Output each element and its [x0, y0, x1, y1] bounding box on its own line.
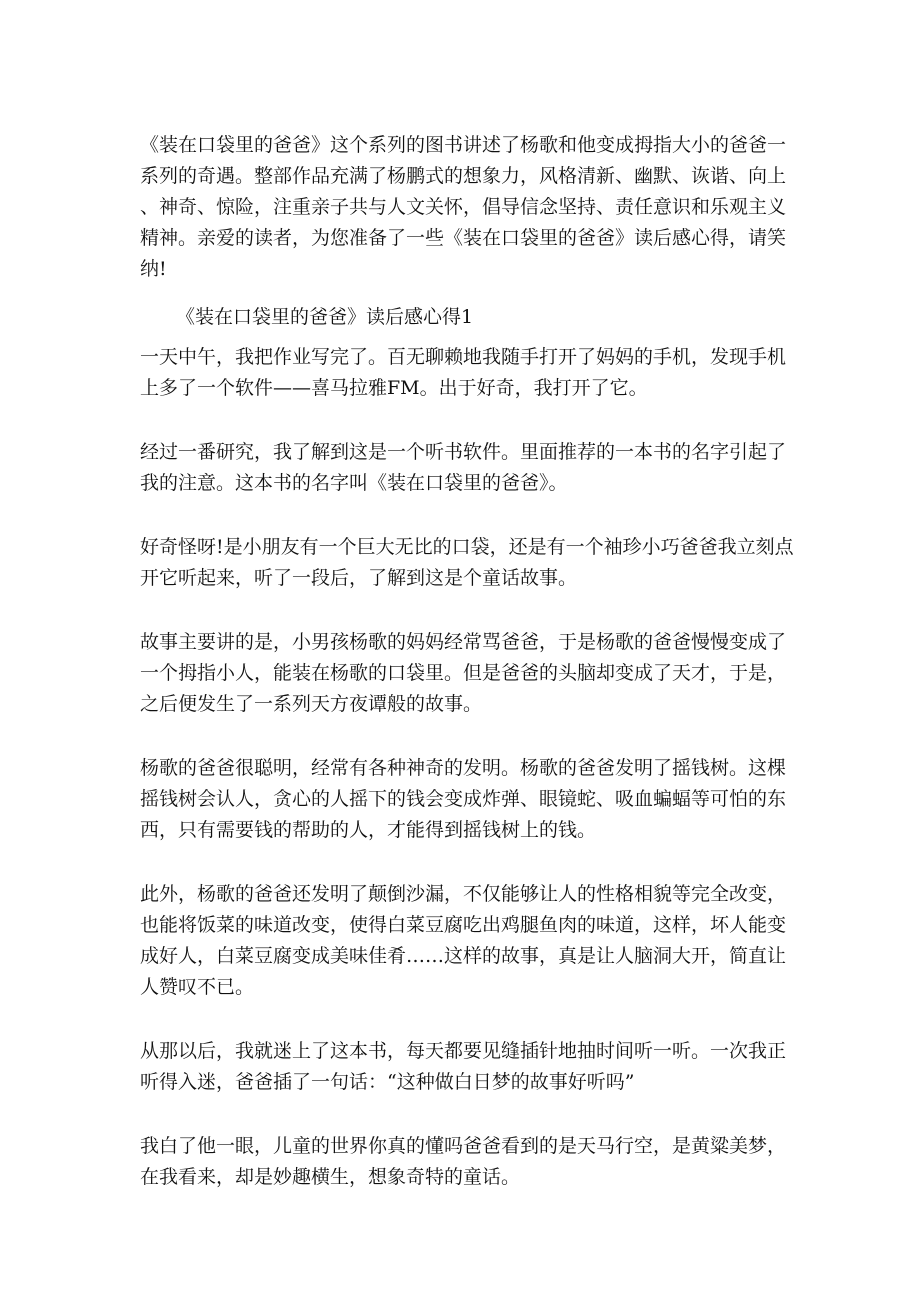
body-paragraph — [140, 437, 800, 499]
text-line: 纳! — [140, 258, 167, 280]
text-line: 系列的奇遇。整部作品充满了杨鹏式的想象力，风格清新、幽默、诙谐、向上 — [140, 165, 787, 187]
text-line: 开它听起来，听了一段后，了解到这是个童话故事。 — [140, 567, 578, 589]
section-heading: 《装在口袋里的爸爸》读后感心得1 — [176, 306, 474, 328]
body-paragraph — [140, 1131, 800, 1193]
body-paragraph — [140, 627, 800, 720]
text-line: 上多了一个软件——喜马拉雅FM。出于好奇，我打开了它。 — [140, 377, 648, 399]
body-paragraph — [140, 753, 800, 846]
text-line: 《装在口袋里的爸爸》这个系列的图书讲述了杨歌和他变成拇指大小的爸爸一 — [140, 134, 787, 156]
text-line: 一个拇指小人，能装在杨歌的口袋里。但是爸爸的头脑却变成了天才，于是， — [140, 662, 787, 684]
text-line: 摇钱树会认人，贪心的人摇下的钱会变成炸弹、眼镜蛇、吸血蝙蝠等可怕的东 — [140, 788, 787, 810]
intro-paragraph — [140, 130, 800, 285]
text-line: 听得入迷，爸爸插了一句话：“这种做白日梦的故事好听吗” — [140, 1071, 635, 1093]
text-line: 西，只有需要钱的帮助的人，才能得到摇钱树上的钱。 — [140, 819, 597, 841]
body-paragraph — [140, 532, 800, 594]
text-line: 我白了他一眼，儿童的世界你真的懂吗爸爸看到的是天马行空，是黄粱美梦， — [140, 1135, 787, 1157]
text-line: 此外，杨歌的爸爸还发明了颠倒沙漏，不仅能够让人的性格相貌等完全改变， — [140, 883, 787, 905]
text-line: 在我看来，却是妙趣横生，想象奇特的童话。 — [140, 1166, 521, 1188]
text-line: 我的注意。这本书的名字叫《装在口袋里的爸爸》。 — [140, 472, 568, 494]
text-line: 、神奇、惊险，注重亲子共与人文关怀，倡导信念坚持、责任意识和乐观主义 — [140, 196, 787, 218]
text-line: 也能将饭菜的味道改变，使得白菜豆腐吃出鸡腿鱼肉的味道，这样，坏人能变 — [140, 914, 787, 936]
text-line: 一天中午，我把作业写完了。百无聊赖地我随手打开了妈妈的手机，发现手机 — [140, 346, 787, 368]
text-line: 从那以后，我就迷上了这本书，每天都要见缝插针地抽时间听一听。一次我正 — [140, 1040, 787, 1062]
document-body — [140, 130, 800, 1193]
text-line: 故事主要讲的是，小男孩杨歌的妈妈经常骂爸爸，于是杨歌的爸爸慢慢变成了 — [140, 631, 787, 653]
text-line: 之后便发生了一系列天方夜谭般的故事。 — [140, 693, 483, 715]
body-paragraph — [140, 1036, 800, 1098]
text-line: 成好人，白菜豆腐变成美味佳肴……这样的故事，真是让人脑洞大开，简直让 — [140, 945, 787, 967]
body-paragraph — [140, 342, 800, 404]
body-paragraph — [140, 879, 800, 1003]
text-line: 好奇怪呀!是小朋友有一个巨大无比的口袋，还是有一个袖珍小巧爸爸我立刻点 — [140, 536, 794, 558]
text-line: 人赞叹不已。 — [140, 976, 255, 998]
text-line: 经过一番研究，我了解到这是一个听书软件。里面推荐的一本书的名字引起了 — [140, 441, 787, 463]
text-line: 精神。亲爱的读者，为您准备了一些《装在口袋里的爸爸》读后感心得，请笑 — [140, 227, 787, 249]
text-line: 杨歌的爸爸很聪明，经常有各种神奇的发明。杨歌的爸爸发明了摇钱树。这棵 — [140, 757, 787, 779]
